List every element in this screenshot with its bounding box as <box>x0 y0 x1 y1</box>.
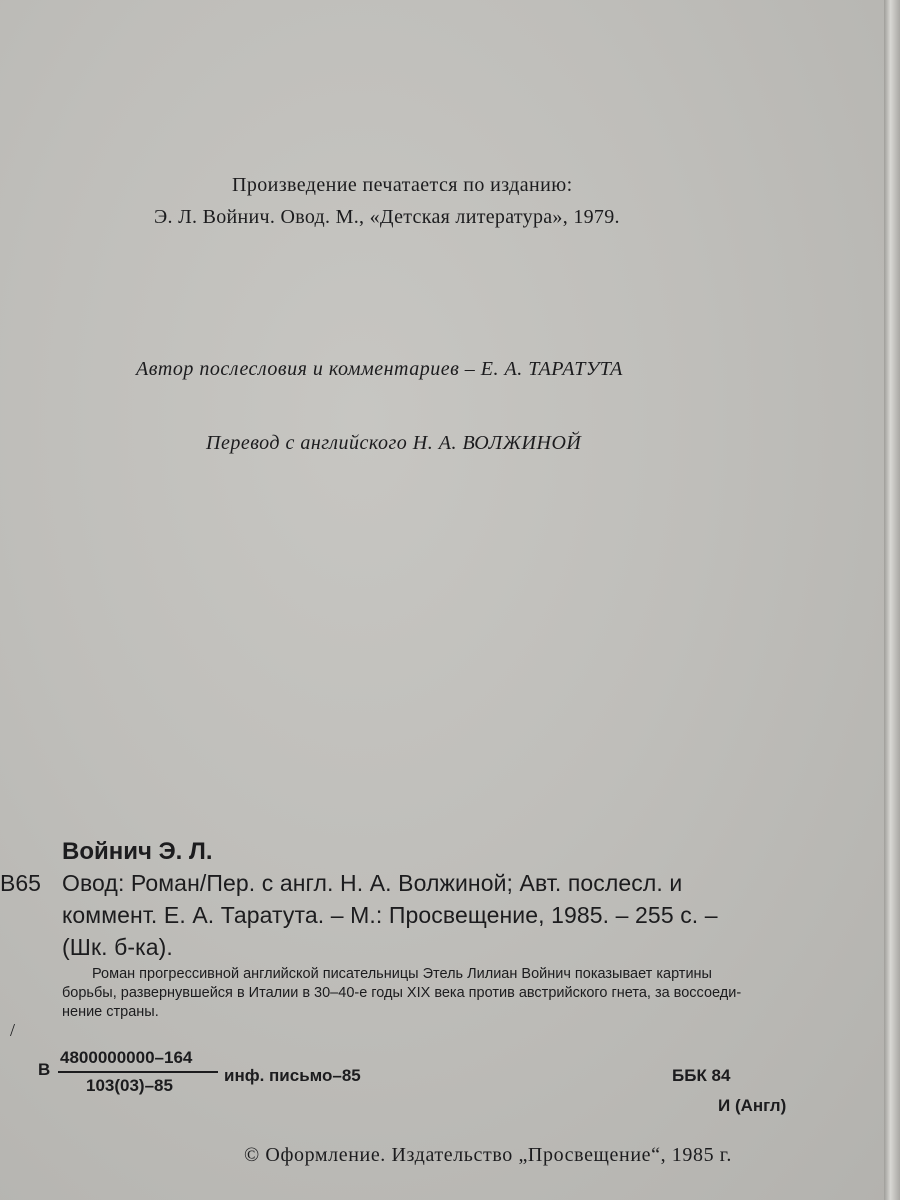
catalog-line-2: коммент. Е. А. Таратута. – М.: Просвещение, 1985. – 255 с. – <box>62 902 718 928</box>
source-edition-line-1: Произведение печатается по изданию: <box>232 174 573 196</box>
source-edition-line-2: Э. Л. Войнич. Овод. М., «Детская литература», 1979. <box>154 206 620 228</box>
margin-mark: / <box>10 1020 16 1040</box>
info-letter: инф. письмо–85 <box>224 1066 361 1085</box>
catalog-author: Войнич Э. Л. <box>62 838 213 865</box>
index-denominator: 103(03)–85 <box>86 1076 173 1095</box>
bbk-code: ББК 84 <box>672 1066 731 1085</box>
catalog-line-3: (Шк. б-ка). <box>62 934 173 960</box>
copyright-notice: © Оформление. Издательство „Просвещение“, 1985 г. <box>244 1144 732 1166</box>
language-index: И (Англ) <box>718 1096 787 1115</box>
afterword-credit: Автор послесловия и комментариев – Е. А. ТАРАТУТА <box>136 358 623 380</box>
annotation-line-2: борьбы, развернувшейся в Италии в 30–40-е годы XIX века против австрийского гнета, за воссоеди- <box>62 985 742 1001</box>
index-numerator: 4800000000–164 <box>60 1048 193 1067</box>
annotation-line-1: Роман прогрессивной английской писательницы Этель Лилиан Войнич показывает картины <box>92 966 712 982</box>
fraction-bar <box>58 1071 218 1073</box>
catalog-line-1: Овод: Роман/Пер. с англ. Н. А. Волжиной; Авт. послесл. и <box>62 870 683 896</box>
annotation-line-3: нение страны. <box>62 1004 159 1020</box>
index-letter: В <box>38 1060 51 1079</box>
page-edge <box>884 0 900 1200</box>
catalog-code: В65 <box>0 870 41 896</box>
translation-credit: Перевод с английского Н. А. ВОЛЖИНОЙ <box>206 432 582 454</box>
